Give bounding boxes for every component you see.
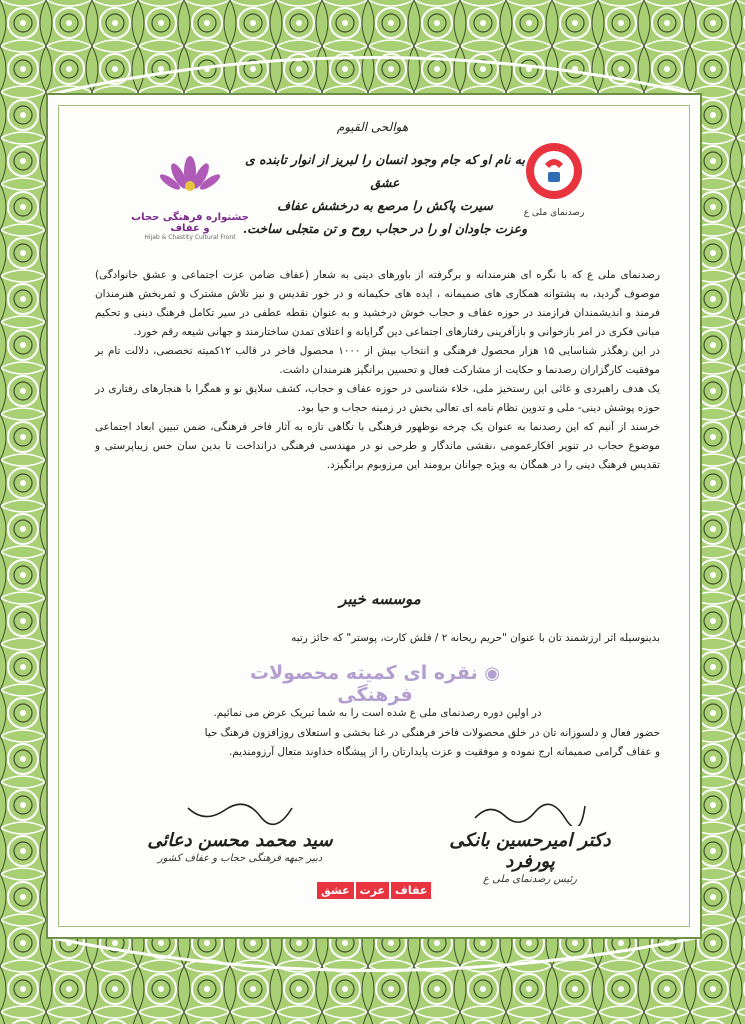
signature-right (430, 800, 630, 885)
signature-scribble-icon (470, 800, 590, 826)
signature-left (140, 800, 340, 864)
rasadnama-emblem-icon (523, 140, 585, 202)
lotus-flower-icon (155, 150, 225, 206)
signatory-name: سید محمد محسن دعائی (147, 830, 333, 851)
body-paragraph: یک هدف راهبردی و غائی این رستخیز ملی، خلاء شناسی در حوزه عفاف و حجاب، کشف سلایق نو و همگرا با هنجارهای رفتاری در حوزه پوشش دینی- ملی و تدوین نظام نامه ای تعالی بخش در زمینه حجاب و حیا بود. (95, 383, 660, 414)
verse-line: وعزت جاودان او را در حجاب روح و تن متجلی ساخت. (242, 221, 528, 236)
hijab-front-caption: جشنواره فرهنگی حجاب و عفاف (131, 212, 249, 234)
hijab-front-subcaption: Hijab & Chastity Cultural Front (144, 234, 236, 241)
motto-word: عشق (317, 882, 354, 899)
rasadnama-caption: رصدنمای ملی ع (523, 208, 585, 218)
congratulations-line: در اولین دوره رصدنمای ملی ع شده است را به شما تبریک عرض می نمائیم. (213, 707, 542, 719)
rank-title-text: نقره ای کمیته محصولات فرهنگی (249, 662, 478, 706)
certificate-body (95, 266, 660, 475)
verse-line: سیرت پاکش را مرصع به درخشش عفاف (277, 198, 493, 213)
recipient-name: موسسه خیبر (339, 590, 421, 608)
verse-line: به نام او که جام وجود انسان را لبریز از انوار تابنده ی عشق (245, 152, 525, 190)
motto-word: عزت (356, 882, 389, 899)
closing-line: و عفاف گرامی صمیمانه ارج نموده و موفقیت و عزت پایدارتان را از پیشگاه خداوند متعال آرزومندیم. (228, 746, 660, 758)
body-paragraph: در این رهگذر شناسایی ۱۵ هزار محصول فرهنگی و انتخاب بیش از ۱۰۰۰ محصول فاخر در قالب ۱۲کمیته تخصصی، دلالت تام بر موفقیت کارگزاران رصدنما و حکایت از مشارکت فعال و تحسین برانگیز هنرمندان داشت. (95, 345, 660, 376)
body-paragraph: خرسند از آنیم که این رصدنما به عنوان یک چرخه نوظهور فرهنگی با نگاهی تازه به آثار فاخر فرهنگی، ضمن تبیین ابعاد اجتماعی موضوع حجاب در تنویر افکارعمومی ،نقشی ماندگار و طرحی نو در مهندسی فرهنگی درانداخت تا بدین سان حس زیباپرستی و تقدیس فرهنگ دینی را در همگان به ویژه جوانان برومند این مرزوبوم برانگیزد. (95, 421, 660, 471)
rank-title (230, 662, 520, 706)
motto-badges (315, 882, 431, 899)
signatory-name: دکتر امیرحسین بانکی پورفرد (449, 830, 611, 872)
motto-word: عفاف (391, 882, 431, 899)
closing-line: حضور فعال و دلسوزانه تان در خلق محصولات فاخر فرهنگی در غنا بخشی و استعلای روزافزون فرهنگ حیا (204, 727, 660, 739)
signatory-title: رئیس رصدنمای ملی ع (483, 874, 577, 885)
signatory-title: دبیر جبهه فرهنگی حجاب و عفاف کشور (157, 853, 323, 864)
signature-scribble-icon (180, 800, 300, 826)
invocation-heading: هوالحی القیوم (336, 120, 409, 134)
hijab-front-logo (130, 150, 250, 241)
body-paragraph: رصدنمای ملی ع که با نگره ای هنرمندانه و برگرفته از باورهای دینی به شعار (عفاف ضامن عزت اجتماعی و عشق خانوادگی) موصوف گردید، به پشتوانه همکاری های صمیمانه ، ایده های حکیمانه و در خور تقدیس و نیز تلاش مشترک و ثمربخش هنرمندان فرمند و اندیشمندان فرازمند در حوزه عفاف و حجاب خوش درخشید و به عنوان نقطه عطفی در سیر تکامل فرهنگ دینی و تحکیم مبانی فکری در امر بازخوانی و بازآفرینی رفتارهای اجتماعی دین گرایانه و اعتلای تمدن ساختارمند و جهانی شیعه رقم خورد. (95, 269, 660, 338)
rasadnama-logo (514, 140, 594, 218)
emblem-icon: ◉ (484, 663, 501, 684)
award-intro-line: بدینوسیله اثر ارزشمند تان با عنوان "حریم ریحانه ۲ / فلش کارت، پوستر" که حائز رتبه (291, 632, 660, 644)
opening-verse (235, 148, 535, 240)
closing-paragraph (95, 724, 660, 762)
